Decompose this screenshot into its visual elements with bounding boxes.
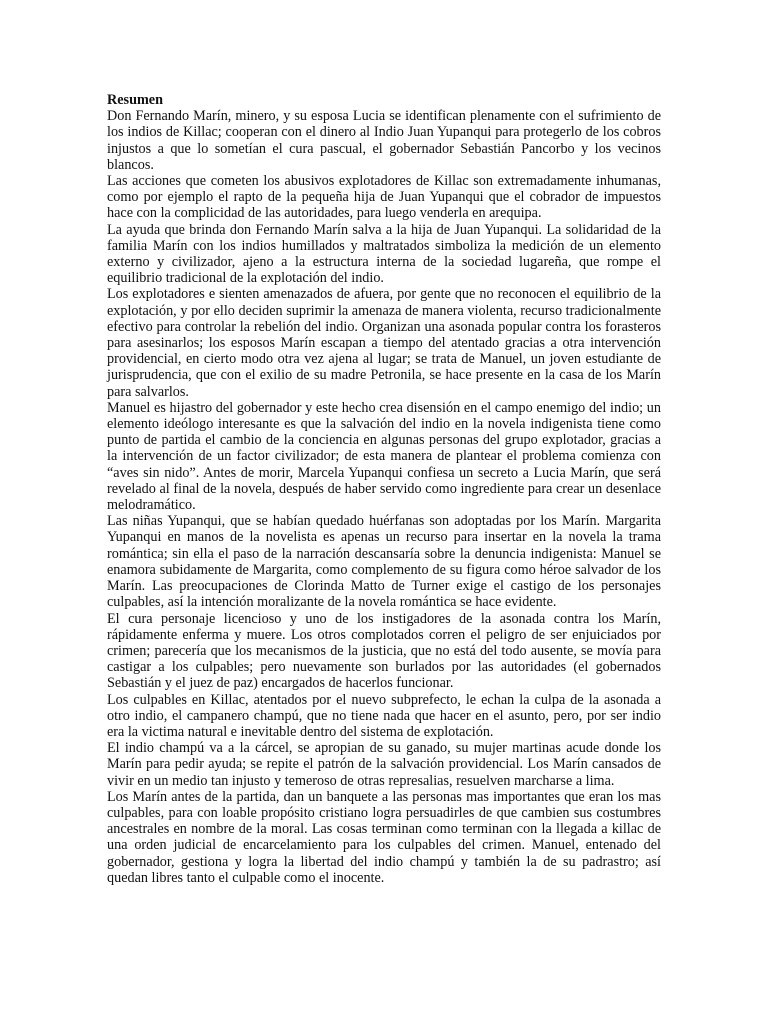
paragraph-7: El cura personaje licencioso y uno de los instigadores de la asonada contra los Marín, rápidamente enferma y muere. Los otros complotados corren el peligro de ser enjuiciados por crimen; parecería que los mecanismos de la justicia, que no está del todo ausente, se movía para castigar a los culpables; pero nuevamente son burlados por las autoridades (el gobernados Sebastián y el juez de paz) encargados de hacerlos funcionar. [107, 610, 661, 692]
paragraph-5: Manuel es hijastro del gobernador y este hecho crea disensión en el campo enemigo del indio; un elemento ideólogo interesante es que la salvación del indio en la novela indigenista tiene como punto de partida el cambio de la conciencia en algunas personas del grupo explotador, gracias a la intervención de un factor civilizador; de esta manera de plantear el problema comienza con “aves sin nido”. Antes de morir, Marcela Yupanqui confiesa un secreto a Lucia Marín, que será revelado al final de la novela, después de haber servido como ingrediente para crear un desenlace melodramático. [107, 399, 661, 514]
document-page [107, 92, 661, 886]
paragraph-6: Las niñas Yupanqui, que se habían quedado huérfanas son adoptadas por los Marín. Margarita Yupanqui en manos de la novelista es apenas un recurso para insertar en la novela la trama romántica; sin ella el paso de la narración descansaría sobre la denuncia indigenista: Manuel se enamora subidamente de Margarita, como complemento de su figura como héroe salvador de los Marín. Las preocupaciones de Clorinda Matto de Turner exige el castigo de los personajes culpables, así la intención moralizante de la novela romántica se hace evidente. [107, 513, 661, 611]
paragraph-3: La ayuda que brinda don Fernando Marín salva a la hija de Juan Yupanqui. La solidaridad de la familia Marín con los indios humillados y maltratados simboliza la medición de un elemento externo y civilizador, ajeno a la estructura interna de la sociedad lugareña, que rompe el equilibrio tradicional de la explotación del indio. [107, 221, 661, 287]
paragraph-10: Los Marín antes de la partida, dan un banquete a las personas mas importantes que eran los mas culpables, para con loable propósito cristiano logra persuadirles de que cambien sus costumbres ancestrales en nombre de la moral. Las cosas terminan como terminan con la llegada a killac de una orden judicial de encarcelamiento para los culpables del crimen. Manuel, entenado del gobernador, gestiona y logra la libertad del indio champú y también la de su padrastro; así quedan libres tanto el culpable como el inocente. [107, 788, 661, 886]
paragraph-4: Los explotadores e sienten amenazados de afuera, por gente que no reconocen el equilibrio de la explotación, y por ello deciden suprimir la amenaza de manera violenta, recurso tradicionalmente efectivo para controlar la rebelión del indio. Organizan una asonada popular contra los forasteros para asesinarlos; los esposos Marín escapan a tiempo del atentado gracias a otra intervención providencial, en cierto modo otra vez ajena al lugar; se trata de Manuel, un joven estudiante de jurisprudencia, que con el exilio de su madre Petronila, se hace presente en la casa de los Marín para salvarlos. [107, 286, 661, 400]
document-title: Resumen [107, 92, 163, 108]
paragraph-8: Los culpables en Killac, atentados por el nuevo subprefecto, le echan la culpa de la asonada a otro indio, el campanero champú, que no tiene nada que hacer en el asunto, pero, por ser indio era la victima natural e inevitable dentro del sistema de explotación. [107, 691, 661, 740]
paragraph-9: El indio champú va a la cárcel, se apropian de su ganado, su mujer martinas acude donde los Marín para pedir ayuda; se repite el patrón de la salvación providencial. Los Marín cansados de vivir en un medio tan injusto y temeroso de otras represalias, resuelven marcharse a lima. [107, 740, 661, 789]
paragraph-2: Las acciones que cometen los abusivos explotadores de Killac son extremadamente inhumanas, como por ejemplo el rapto de la pequeña hija de Juan Yupanqui que el cobrador de impuestos hace con la complicidad de las autoridades, para luego venderla en arequipa. [107, 173, 661, 222]
paragraph-1: Don Fernando Marín, minero, y su esposa Lucia se identifican plenamente con el sufrimiento de los indios de Killac; cooperan con el dinero al Indio Juan Yupanqui para protegerlo de los cobros injustos a que lo sometían el cura pascual, el gobernador Sebastián Pancorbo y los vecinos blancos. [107, 108, 661, 173]
